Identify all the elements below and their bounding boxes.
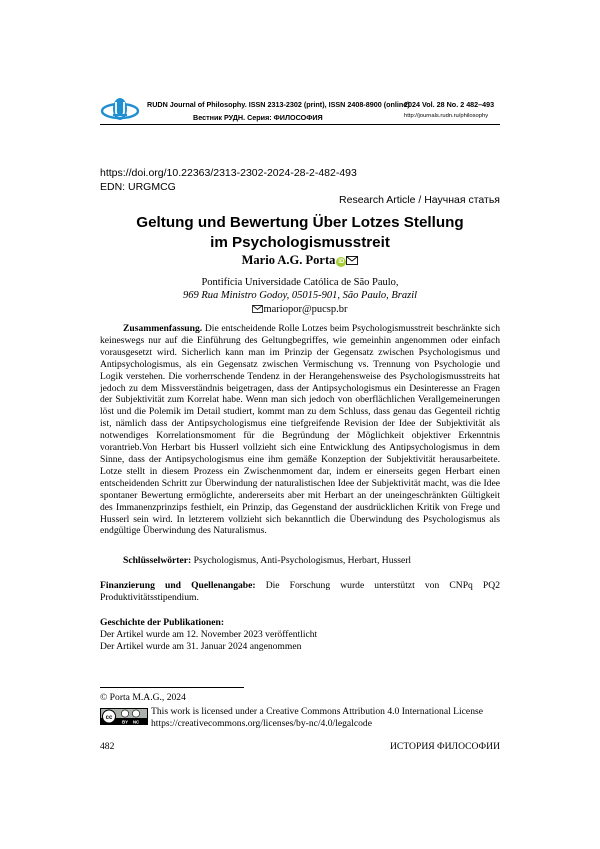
orcid-icon[interactable]: iD bbox=[338, 259, 345, 265]
license-statement: This work is licensed under a Creative Commons Attribution 4.0 International License bbox=[151, 706, 483, 717]
section-name: ИСТОРИЯ ФИЛОСОФИИ bbox=[390, 741, 500, 752]
doi-link[interactable]: https://doi.org/10.22363/2313-2302-2024-28-2-482-493 bbox=[100, 167, 357, 179]
author-email-row bbox=[0, 303, 600, 316]
license-url[interactable]: https://creativecommons.org/licenses/by-nc/4.0/legalcode bbox=[151, 717, 372, 729]
funding-text: Die Forschung wurde unterstützt von CNPq PQ2 Produktivitätsstipendium. bbox=[100, 580, 500, 603]
keywords-text: Psychologismus, Anti-Psychologismus, Herbart, Husserl bbox=[193, 555, 412, 566]
journal-series: Вестник РУДН. Серия: ФИЛОСОФИЯ bbox=[193, 113, 323, 122]
author-email[interactable]: mariopor@pucsp.br bbox=[263, 303, 348, 315]
journal-url[interactable]: http://journals.rudn.ru/philosophy bbox=[404, 113, 489, 119]
mail-icon[interactable] bbox=[346, 256, 358, 265]
abstract bbox=[100, 323, 500, 537]
article-title bbox=[100, 213, 500, 253]
history-accepted: Der Artikel wurde am 31. Januar 2024 angenommen bbox=[100, 640, 302, 652]
funding-label: Finanzierung und Quellenangabe: bbox=[100, 580, 256, 591]
svg-text:BY: BY bbox=[121, 719, 129, 725]
funding bbox=[100, 580, 500, 604]
keywords bbox=[100, 555, 500, 567]
affiliation-institution: Pontifícia Universidade Católica de São Paulo, bbox=[201, 277, 399, 288]
title-line-1: Geltung und Bewertung Über Lotzes Stellung bbox=[136, 214, 464, 231]
journal-name: RUDN Journal of Philosophy. ISSN 2313-2302 (print), ISSN 2408-8900 (online) bbox=[147, 100, 410, 109]
mail-icon bbox=[252, 305, 263, 313]
footnote-divider bbox=[100, 687, 244, 688]
history-published: Der Artikel wurde am 12. November 2023 veröffentlicht bbox=[100, 628, 318, 640]
edn-code: EDN: URGMCG bbox=[100, 181, 176, 193]
author-row bbox=[0, 253, 600, 268]
cc-license-badge-icon[interactable] bbox=[100, 708, 148, 725]
issue-info: 2024 Vol. 28 No. 2 482–493 bbox=[404, 100, 495, 109]
page-number: 482 bbox=[100, 741, 115, 752]
license-text bbox=[151, 706, 483, 730]
affiliation-address: 969 Rua Ministro Godoy, 05015-901, São Paulo, Brazil bbox=[182, 290, 418, 302]
rudn-logo-icon bbox=[100, 96, 140, 124]
history-label: Geschichte der Publikationen: bbox=[100, 617, 225, 628]
copyright: © Porta M.A.G., 2024 bbox=[100, 692, 186, 703]
title-line-2: im Psychologismusstreit bbox=[210, 234, 390, 251]
affiliation bbox=[0, 276, 600, 316]
header-divider bbox=[100, 124, 500, 125]
abstract-text: Die entscheidende Rolle Lotzes beim Psychologismusstreit beschränkte sich keineswegs nur auf die Einführung des Geltungbegriffes, wie gemeinhin angenommen oder einfach vorausgesetzt wird. Sicherlich kann man im Prinzip der Gegensatz zwischen Psychologismus und Antipsychologismus, als ein Gegensatz zwischen Vermischung vs. Trennung von Psychologie und Logik verstehen. Die vorherrschende Tendenz in der Herangehensweise des Psychologismusstreits hat jedoch zu dem Missverständnis beigetragen, dass der Antipsychologismus ein Desinteresse an Fragen der Subjektivität zum Korrelat habe. Wenn man sich jedoch von oberflächlichen Verallgemeinerungen löst und die Polemik im Detail studiert, kommt man zu dem Schluss, dass genau das Gegenteil richtig ist, nämlich dass der Antipsychologismus eine tiefgreifende Revision der Idee der Subjektivität als notwendiges Korrelationsmoment für die Begründung der Möglichkeit objektiver Erkenntnis vorantrieb.Von Herbart bis Husserl vollzieht sich eine Entwicklung des Antipsychologismus in dem Sinne, dass der Antipsychologismus eine ihm gemäße Konzeption der Subjektivität herausarbeitete. Lotze stellt in diesem Prozess ein Zwischenmoment dar, indem er einerseits gegen Herbart einen entscheidenden Schritt zur Überwindung der naturalistischen Idee der Subjektivität macht, was die Idee spontaner Bewertung ermöglichte, andererseits aber mit Herbart an der uneingeschränkten Gültigkeit des Immanenzprinzips festhielt, ein Prinzip, das Gegenstand der ausdrücklichen Kritik von Frege und Husserl sein wird. In letzterem vollzieht sich bekanntlich die Überwindung des Psychologismus als endgültige Überwindung des Naturalismus. bbox=[100, 323, 501, 537]
article-type: Research Article / Научная статья bbox=[339, 194, 500, 206]
svg-text:NC: NC bbox=[132, 719, 140, 725]
abstract-label: Zusammenfassung. bbox=[123, 323, 203, 334]
author-name: Mario A.G. Porta bbox=[241, 253, 336, 267]
svg-text:cc: cc bbox=[105, 715, 113, 721]
publication-history bbox=[100, 617, 317, 653]
keywords-label: Schlüsselwörter: bbox=[123, 555, 192, 566]
